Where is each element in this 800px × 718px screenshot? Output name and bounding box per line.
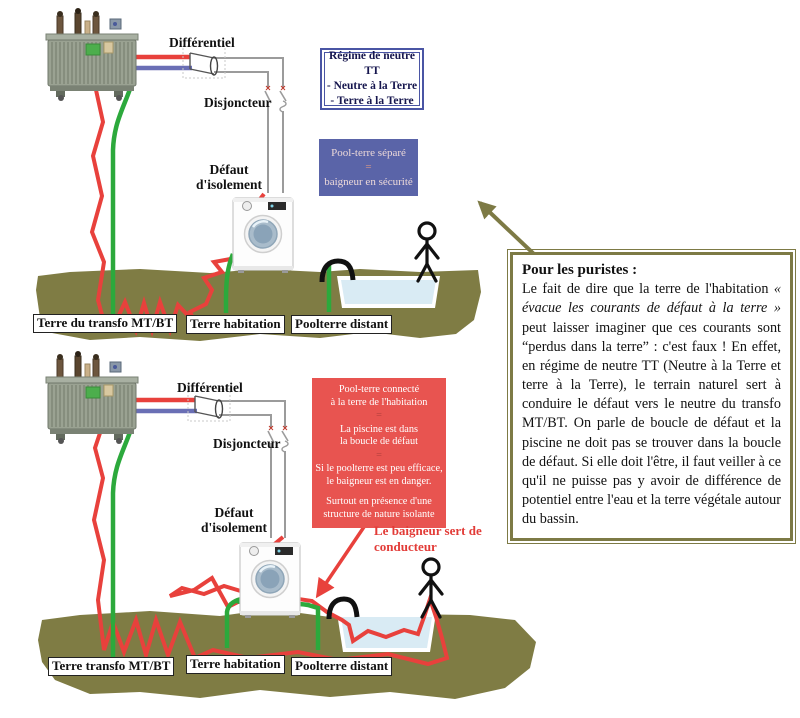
regime-title: Régime de neutre TT xyxy=(328,49,415,77)
bottom-earth-label-habitation: Terre habitation xyxy=(186,655,285,674)
regime-neutre-box: Régime de neutre TT - Neutre à la Terre - Terre à la Terre xyxy=(320,48,424,110)
bottom-washing-machine xyxy=(240,543,300,618)
pool-connecte-warning-box: Pool-terre connecté à la terre de l'habitation = La piscine est dans la boucle de défaut = Si le poolterre est peu efficace, le baigneur est en danger. Surtout en présence d'une structure de nature isolante xyxy=(312,378,446,528)
puristes-title: Pour les puristes : xyxy=(522,262,638,278)
bottom-differentiel-label: Différentiel xyxy=(177,380,243,395)
top-earth-label-habitation: Terre habitation xyxy=(186,315,285,334)
top-supply-wires xyxy=(136,57,192,68)
top-earth-label-transfo: Terre du transfo MT/BT xyxy=(33,314,177,333)
top-earth-label-poolterre: Poolterre distant xyxy=(291,315,392,334)
bottom-disjoncteur-label: Disjoncteur xyxy=(213,436,281,451)
warning-pointer-arrow xyxy=(318,521,368,595)
puristes-body: Le fait de dire que la terre de l'habitation « évacue les courants de défaut à la terre » peut laisser imaginer que ces courants sont “perdus dans la terre” : c'est faux ! En effet, en régime de neutre TT (Neutre à la Terre et terre à la Terre), le terrain naturel sert à conduire le défaut vers le neutre du transfo MT/BT. On parle de boucle de défaut et la piscine ne doit pas se trouver dans la boucle de défaut. Si elle doit l'être, il faut veiller à ce qu'il ne puisse pas y avoir de différence de potentiel entre l'eau et la terre végétale autour du bassin. xyxy=(522,281,781,528)
top-defaut-label: Défaut d'isolement xyxy=(196,162,262,192)
top-washing-machine xyxy=(233,198,293,273)
pool-separe-box: Pool-terre séparé = baigneur en sécurité xyxy=(319,139,418,196)
bottom-transformer-illustration xyxy=(46,351,138,444)
top-disjoncteur-label: Disjoncteur xyxy=(204,95,272,110)
bottom-earth-label-poolterre: Poolterre distant xyxy=(291,657,392,676)
puristes-note xyxy=(510,252,793,541)
bottom-earth-label-transfo: Terre transfo MT/BT xyxy=(48,657,174,676)
bottom-supply-wires xyxy=(136,400,197,411)
top-pool xyxy=(337,276,440,308)
conductor-caption: Le baigneur sert de conducteur xyxy=(374,523,482,555)
top-differentiel-label: Différentiel xyxy=(169,35,235,50)
bottom-defaut-label: Défaut d'isolement xyxy=(201,505,267,535)
puristes-pointer-arrow xyxy=(480,203,536,256)
top-transformer-illustration xyxy=(46,8,138,101)
